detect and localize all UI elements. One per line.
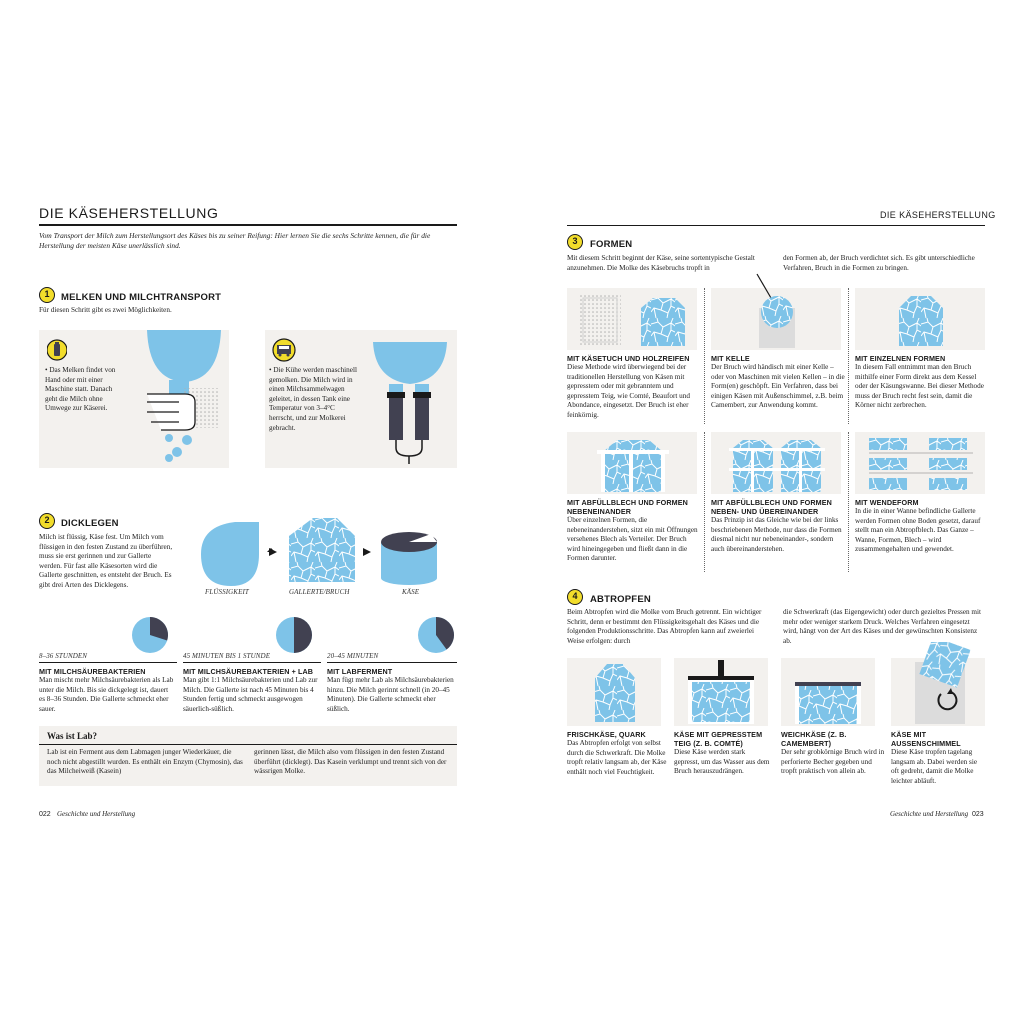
form-method-title: MIT ABFÜLLBLECH UND FORMEN NEBENEINANDER — [567, 498, 688, 516]
form-sheet-stacked-panel — [711, 432, 841, 494]
flip-mould-illustration — [869, 436, 973, 492]
form-method-title: MIT WENDEFORM — [855, 498, 919, 507]
lab-box-col2: gerinnen lässt, die Milch also vom flüssigen in den festen Zustand überführt (dicklegt). Das Kasein verklumpt und trennt sich von der wässrigen Molke. — [254, 748, 447, 776]
pie-slice — [294, 617, 312, 653]
milk-bottle-icon — [47, 336, 67, 364]
form-method-title: MIT EINZELNEN FORMEN — [855, 354, 946, 363]
form-method-text: Das Prinzip ist das Gleiche wie bei der links beschriebenen Methode, nur dass die Formen diesmal nicht nur nebeneinander-, sondern auch übereinanderstehen. — [711, 516, 842, 553]
machine-milking-panel — [265, 330, 457, 468]
fresh-cheese-illustration — [593, 662, 637, 724]
form-method-text: Der Bruch wird händisch mit einer Kelle – oder von Maschinen mit vielen Kellen – in die Form(en) geschöpft. Ein Verfahren, dass bei einigen Käsen mit Außenschimmel, z.B. beim Camembert, zur Anwendung kommt. — [711, 363, 845, 410]
intro-text: Vom Transport der Milch zum Herstellungsort des Käses bis zu seiner Reifung: Hier lernen Sie die sechs Schritte kennen, die für die Herstellung der meisten Käse unerlässlich sind. — [39, 231, 431, 250]
step-2-lead: Milch ist flüssig, Käse fest. Um Milch vom flüssigen in den festen Zustand zu überführen, muss sie erst gerinnen und zur Gallerte werden. Für fast alle Käsesorten wird die Gallerte geschnitten, es entsteht der Bruch. Es gibt drei Arten des Dicklegens. — [39, 533, 173, 589]
curdling-stages-illustration — [195, 514, 457, 594]
step-2-badge: 2 — [39, 513, 55, 529]
drain-text: Diese Käse tropfen tagelang langsam ab. Dabei werden sie oft gedreht, damit die Molke leichter abläuft. — [891, 748, 978, 785]
form-method-text: Über einzelnen Formen, die nebeneinanderstehen, sitzt ein mit Öffnungen versehenes Blech als Verteiler. Der Bruch wird hineingegeben und fließt dann in die Formen darunter. — [567, 516, 698, 563]
page-title: DIE KÄSEHERSTELLUNG — [39, 205, 219, 221]
bloomy-rind-illustration — [911, 642, 971, 724]
lab-box-col1: Lab ist ein Ferment aus dem Labmagen junger Wiederkäuer, die noch nicht abgestillt wurden. Es enthält ein Enzym (Chymosin), das das Milcheiweiß (Kasein) — [47, 748, 243, 776]
liquid-drop-shape — [201, 522, 259, 586]
stage-label-liquid: FLÜSSIGKEIT — [205, 588, 249, 596]
form-method-title: MIT ABFÜLLBLECH UND FORMEN NEBEN- UND ÜBEREINANDER — [711, 498, 832, 516]
method-text: Man fügt mehr Lab als Milchsäurebakterien hinzu. Die Milch gerinnt schnell (in 20–45 Minuten). Die Gallerte schmeckt eher süßlich. — [327, 676, 454, 713]
drain-pressed-panel — [674, 658, 768, 726]
step-4-col2: die Schwerkraft (das Eigengewicht) oder durch gezieltes Pressen mit mehr oder weniger starkem Druck. Welches Verfahren eingesetzt wird, hängt von der Art des Käses und der gewünschten Konsistenz ab. — [783, 608, 981, 645]
step-4-badge: 4 — [567, 589, 583, 605]
drain-text: Der sehr grobkörnige Bruch wird in perforierte Becher gegeben und tropft praktisch von allein ab. — [781, 748, 885, 776]
soft-cheese-illustration — [789, 666, 867, 724]
method-title: MIT MILCHSÄUREBAKTERIEN — [39, 667, 146, 676]
pie-time-lactic — [131, 616, 169, 654]
sheet-side-by-side-illustration — [597, 436, 669, 492]
method-text: Man gibt 1:1 Milchsäurebakterien und Lab zur Milch. Die Gallerte ist nach 45 Minuten bis 4 Stunden fertig und schmeckt ausgewogen säuerlich-süßlich. — [183, 676, 318, 713]
method-lactic — [39, 612, 179, 722]
header-rule — [567, 225, 985, 226]
drain-soft-panel — [781, 658, 875, 726]
form-ladle-panel — [711, 288, 841, 350]
method-time: 8–36 STUNDEN — [39, 652, 88, 660]
drain-title: FRISCHKÄSE, QUARK — [567, 730, 646, 739]
step-2-title: DICKLEGEN — [61, 518, 119, 529]
pie-time-lactic-lab — [275, 616, 313, 654]
udder-hand-illustration — [139, 330, 229, 468]
milking-machine-illustration — [365, 336, 455, 466]
step-3-title: FORMEN — [590, 239, 633, 250]
drain-title: WEICHKÄSE (Z. B. CAMEMBERT) — [781, 730, 847, 748]
drain-title: KÄSE MIT AUSSENSCHIMMEL — [891, 730, 961, 748]
method-lactic-lab — [183, 612, 323, 722]
arrow-right-icon — [363, 548, 371, 556]
drain-fresh-panel — [567, 658, 661, 726]
milk-truck-icon — [269, 336, 299, 364]
hand-milking-text: • Das Melken findet von Hand oder mit einer Maschine statt. Danach geht die Milch ohne Umwege zur Käserei. — [45, 366, 116, 413]
drain-text: Das Abtropfen erfolgt von selbst durch die Schwerkraft. Die Molke tropft relativ langsam ab, der Käse enthält noch viel Feuchtigkeit. — [567, 739, 667, 776]
lab-info-box — [39, 726, 457, 786]
method-time: 45 MINUTEN BIS 1 STUNDE — [183, 652, 271, 660]
cloth-hoop-illustration — [579, 294, 689, 346]
form-method-text: In die in einer Wanne befindliche Gallerte werden Formen ohne Boden gesetzt, darauf stellt man ein Abtropfblech. Das Ganze – Wanne, Formen, Blech – wird zusammengehalten und gewendet. — [855, 507, 981, 554]
title-rule — [39, 224, 457, 226]
form-flip-panel — [855, 432, 985, 494]
stage-label-cheese: KÄSE — [402, 588, 420, 596]
step-1-title: MELKEN UND MILCHTRANSPORT — [61, 292, 222, 303]
method-title: MIT LABFERMENT — [327, 667, 393, 676]
drain-title: KÄSE MIT GEPRESSTEM TEIG (Z. B. COMTÉ) — [674, 730, 763, 748]
drain-text: Diese Käse werden stark gepresst, um das Wasser aus dem Bruch herauszudrängen. — [674, 748, 770, 776]
arrow-right-icon — [269, 548, 277, 556]
sheet-stacked-illustration — [729, 436, 825, 492]
curd-shape — [289, 518, 355, 582]
single-mould-illustration — [897, 294, 945, 348]
form-sheet-side-panel — [567, 432, 697, 494]
ladle-illustration — [711, 268, 841, 350]
step-4-col1: Beim Abtropfen wird die Molke vom Bruch getrennt. Ein wichtiger Schritt, denn er bestimmt den Flüssigkeitsgehalt des Käses und die folgenden Produktionsschritte. Das Abtropfen kann auf zweierlei Weise erfolgen: durch — [567, 608, 762, 645]
stage-label-curd: GALLERTE/BRUCH — [289, 588, 350, 596]
footer-right: Geschichte und Herstellung — [890, 810, 969, 818]
page-number-right: 023 — [972, 811, 984, 818]
form-method-title: MIT KÄSETUCH UND HOLZREIFEN — [567, 354, 690, 363]
form-method-text: Diese Methode wird überwiegend bei der traditionellen Herstellung von Käsen mit gepresstem oder mit gebranntem und gepresstem Teig, wie Comté, Beaufort und Abondance, eingesetzt. Der Bruch ist eher feinkörnig. — [567, 363, 690, 419]
form-single-panel — [855, 288, 985, 350]
method-time: 20–45 MINUTEN — [327, 652, 379, 660]
step-3-col2: den Formen ab, der Bruch verdichtet sich. Es gibt unterschiedliche Verfahren, Bruch in die Formen zu bringen. — [783, 254, 975, 272]
method-title: MIT MILCHSÄUREBAKTERIEN + LAB — [183, 667, 314, 676]
step-1-lead: Für diesen Schritt gibt es zwei Möglichkeiten. — [39, 306, 172, 314]
drain-mould-panel — [891, 658, 985, 726]
step-3-badge: 3 — [567, 234, 583, 250]
lab-box-title: Was ist Lab? — [47, 731, 98, 741]
form-cloth-panel — [567, 288, 697, 350]
step-3-col1: Mit diesem Schritt beginnt der Käse, seine sortentypische Gestalt anzunehmen. Die Molke des Käsebruchs tropft in — [567, 254, 755, 272]
machine-milking-text: • Die Kühe werden maschinell gemolken. Die Milch wird in einen Milchsammelwagen geleitet, in dessen Tank eine Temperatur von 3–4°C herrscht, und zur Molkerei gebracht. — [269, 366, 357, 432]
hand-milking-panel — [39, 330, 229, 468]
footer-left: Geschichte und Herstellung — [57, 810, 136, 818]
form-method-text: In diesem Fall entnimmt man den Bruch mithilfe einer Form direkt aus dem Kessel oder der Käsungswanne. Bei dieser Methode muss der Bruch recht fest sein, damit die Körner nicht zerbrechen. — [855, 363, 984, 410]
step-1-badge: 1 — [39, 287, 55, 303]
step-4-title: ABTROPFEN — [590, 594, 651, 605]
pressed-cheese-illustration — [682, 660, 760, 724]
running-header: DIE KÄSEHERSTELLUNG — [880, 210, 996, 220]
method-text: Man mischt mehr Milchsäurebakterien als Lab unter die Milch. Bis sie dickgelegt ist, dauert es 8–36 Stunden. Die Gallerte schmeckt eher sauer. — [39, 676, 174, 713]
method-rennet — [327, 612, 459, 722]
pie-time-rennet — [417, 616, 455, 654]
form-method-title: MIT KELLE — [711, 354, 750, 363]
page-number-left: 022 — [39, 811, 51, 818]
